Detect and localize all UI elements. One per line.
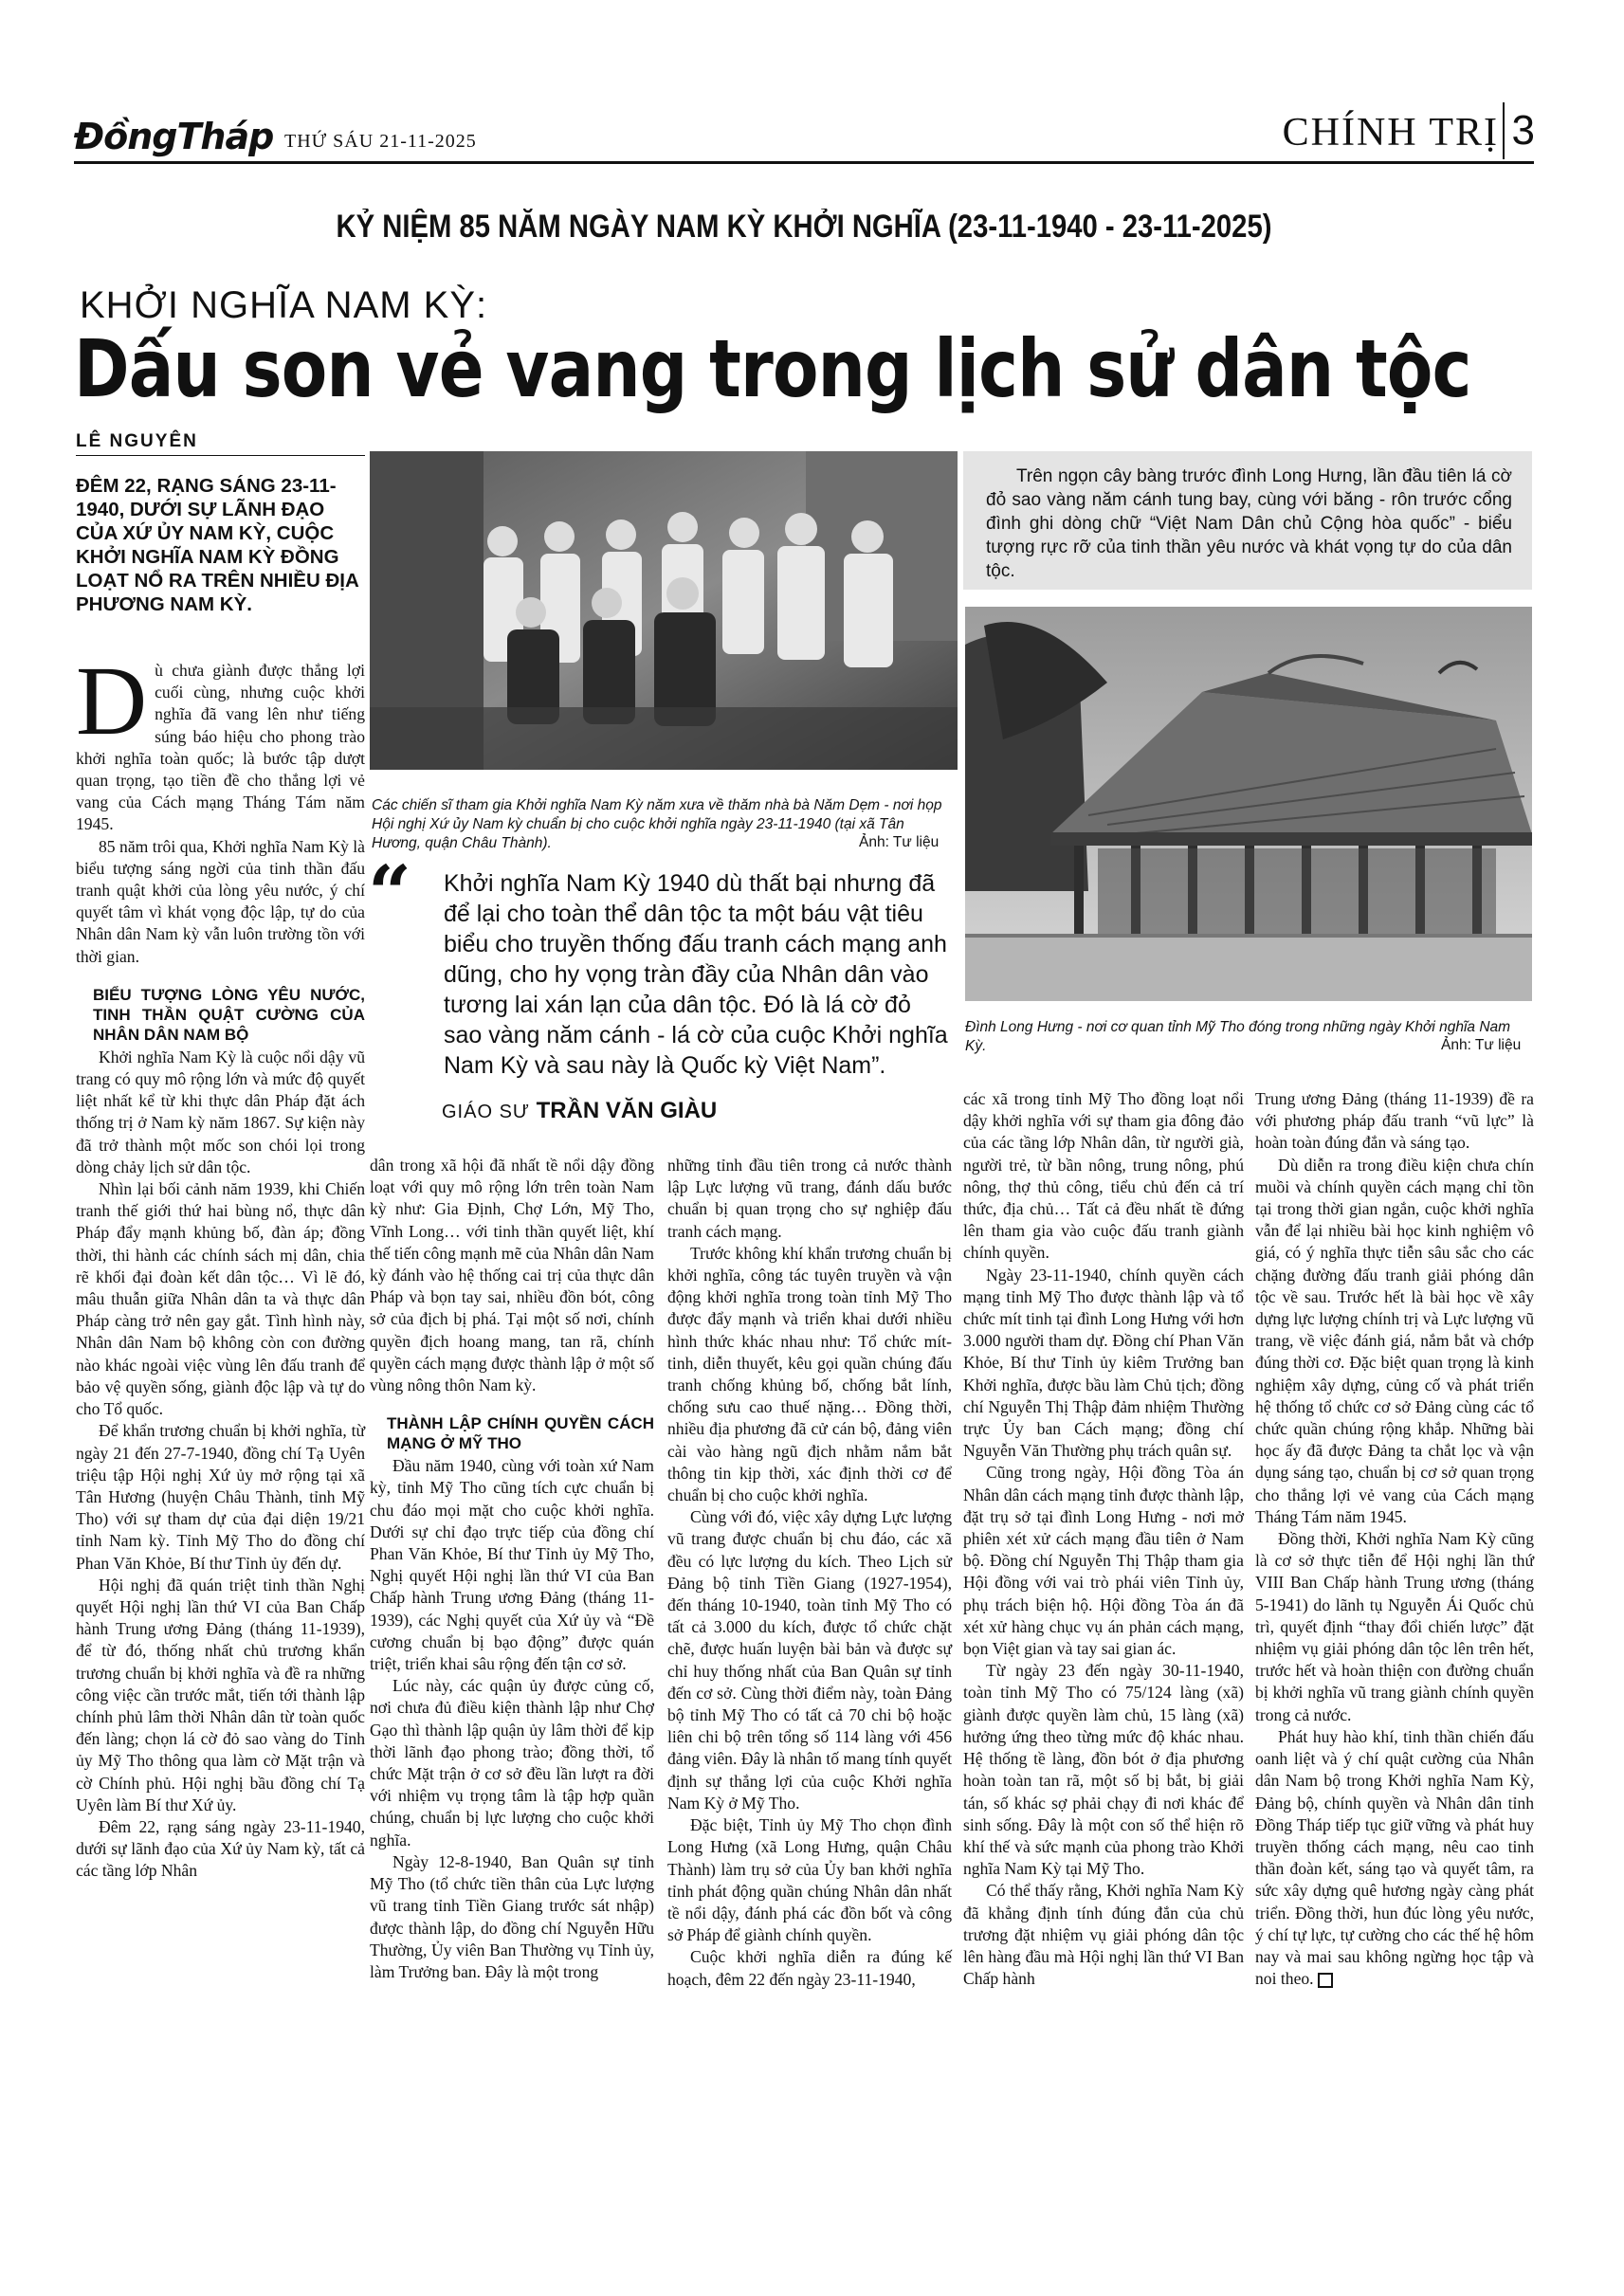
group-photo-credit: Ảnh: Tư liệu: [859, 834, 940, 850]
body-paragraph: Cuộc khởi nghĩa diễn ra đúng kế hoạch, đêm 22 đến ngày 23-11-1940,: [667, 1947, 952, 1989]
body-paragraph: Để khẩn trương chuẩn bị khởi nghĩa, từ ngày 21 đến 27-7-1940, đồng chí Tạ Uyên triệu tập Hội nghị Xứ ủy mở rộng tại xã Tân Hương (huyện Châu Thành, tỉnh Mỹ Tho) với sự tham dự của đại diện 19/21 tỉnh Nam kỳ. Tỉnh Mỹ Tho do đồng chí Phan Văn Khỏe, Bí thư Tỉnh ủy đến dự.: [76, 1421, 365, 1573]
body-paragraph: Trước không khí khẩn trương chuẩn bị khởi nghĩa, công tác tuyên truyền và vận động khởi nghĩa trong toàn tỉnh Mỹ Tho được đẩy mạnh và triển khai dưới nhiều hình thức khác nhau như: Tổ chức mít-tinh, diễn thuyết, kêu gọi quần chúng đấu tranh chống khủng bố, chống bắt lính, chống sưu cao thuế nặng… Đồng thời, nhiều địa phương đã cử cán bộ, đảng viên cài vào hàng ngũ địch nhằm nắm bắt thông tin kịp thời, xác định thời cơ để chuẩn bị cho cuộc khởi nghĩa.: [667, 1243, 952, 1505]
body-paragraph: các xã trong tỉnh Mỹ Tho đồng loạt nổi dậy khởi nghĩa với sự tham gia đông đảo của các tầng lớp Nhân dân, từ người già, người trẻ, từ bần nông, trung nông, phú nông, thợ thủ công, tiểu chủ đến cả trí thức, địa chủ… Tất cả đều nhất tề đứng lên tham gia vào cuộc đấu tranh giành chính quyền.: [963, 1089, 1244, 1263]
body-paragraph: những tỉnh đầu tiên trong cả nước thành lập Lực lượng vũ trang, đánh dấu bước chuẩn bị quan trọng cho sự nghiệp đấu tranh cách mạng.: [667, 1156, 952, 1241]
long-hung-communal-house-photo: [965, 607, 1532, 1001]
body-paragraph: Dù diễn ra trong điều kiện chưa chín muồi và chính quyền cách mạng chỉ tồn tại trong thời gian ngắn, cuộc khởi nghĩa vẫn để lại nhiều bài học kinh nghiệm vô giá, có ý nghĩa thực tiễn sâu sắc cho các chặng đường đấu tranh giải phóng dân tộc về sau. Trước hết là bài học về xây dựng lực lượng chính trị và Lực lượng vũ trang, về việc đánh giá, nắm bắt và chớp đúng thời cơ. Đặc biệt quan trọng là kinh nghiệm xây dựng, củng cố và phát triển hệ thống tổ chức cơ sở Đảng cùng các tổ chức quần chúng rộng khắp. Những bài học ấy đã được Đảng ta chắt lọc và vận dụng sáng tạo, chuẩn bị cơ sở quan trọng cho thắng lợi vẻ vang của Cách mạng Tháng Tám năm 1945.: [1255, 1155, 1534, 1526]
subhead-symbol-of-patriotism: BIỂU TƯỢNG LÒNG YÊU NƯỚC, TINH THẦN QUẬT CƯỜNG CỦA NHÂN DÂN NAM BỘ: [93, 985, 365, 1044]
body-column-3: [667, 1155, 952, 1991]
body-paragraph: Hội nghị đã quán triệt tinh thần Nghị quyết Hội nghị lần thứ VI của Ban Chấp hành Trung ương Đảng (tháng 11-1939), để từ đó, thống nhất chủ trương khẩn trương chuẩn bị khởi nghĩa và đề ra những công việc cần trước mắt, tiến tới thành lập chính phủ lâm thời Nhân dân từ toàn quốc đến làng; chọn lá cờ đỏ sao vàng do Tỉnh ủy Mỹ Tho thông qua làm cờ Mặt trận và cờ Chính phủ. Hội nghị bầu đồng chí Tạ Uyên làm Bí thư Xứ ủy.: [76, 1575, 365, 1814]
group-photo-caption-text: Các chiến sĩ tham gia Khởi nghĩa Nam Kỳ năm xưa về thăm nhà bà Năm Dẹm - nơi họp Hội nghị Xứ ủy Nam kỳ chuẩn bị cho cuộc khởi nghĩa ngày 23-11-1940 (tại xã Tân Hương, quận Châu Thành).: [372, 797, 942, 851]
body-paragraph: Ngày 12-8-1940, Ban Quân sự tỉnh Mỹ Tho (tổ chức tiền thân của Lực lượng vũ trang tỉnh Tiền Giang trước sát nhập) được thành lập, do đồng chí Nguyễn Hữu Thường, Ủy viên Ban Thường vụ Tỉnh ủy, làm Trưởng ban. Đây là một trong: [370, 1851, 654, 1981]
closing-paragraph: [1255, 1726, 1534, 1990]
group-photo-image: [370, 451, 958, 770]
closing-paragraph-text: Phát huy hào khí, tinh thần chiến đấu oanh liệt và ý chí quật cường của Nhân dân Nam bộ trong Khởi nghĩa Nam Kỳ, Đảng bộ, chính quyền và Nhân dân tỉnh Đồng Tháp tiếp tục giữ vững và phát huy truyền thống cách mạng, nêu cao tinh thần đoàn kết, sáng tạo và quyết tâm, ra sức xây dựng quê hương ngày càng phát triển. Đồng thời, hun đúc lòng yêu nước, ý chí tự lực, tự cường cho các thế hệ hôm nay và mai sau không ngừng học tập và noi theo.: [1255, 1726, 1534, 1989]
author-byline: LÊ NGUYÊN: [76, 431, 198, 451]
highlight-box-text: Trên ngọn cây bàng trước đình Long Hưng, lần đầu tiên lá cờ đỏ sao vàng năm cánh tung bay, cùng với băng - rôn trước cổng đình ghi dòng chữ “Việt Nam Dân chủ Cộng hòa quốc” - biểu tượng rực rỡ của tinh thần yêu nước và khát vọng tự do của dân tộc.: [986, 466, 1512, 581]
masthead-rule: [74, 161, 1534, 164]
body-column-1: [76, 647, 365, 1883]
communal-house-credit: Ảnh: Tư liệu: [1441, 1037, 1522, 1053]
body-paragraph: Cũng trong ngày, Hội đồng Tòa án Nhân dân cách mạng tỉnh được thành lập, đặt trụ sở tại đình Long Hưng - nơi mở phiên xét xử cách mạng đầu tiên ở Nam bộ. Đồng chí Nguyễn Thị Thập tham gia Hội đồng với vai trò phái viên Tỉnh ủy, phụ trách biện hộ. Hội đồng Tòa án đã xét xử hàng chục vụ án phản cách mạng, bọn Việt gian và tay sai gian ác.: [963, 1463, 1244, 1659]
subhead-revolutionary-government: THÀNH LẬP CHÍNH QUYỀN CÁCH MẠNG Ở MỸ THO: [387, 1414, 654, 1453]
body-column-4: [963, 1088, 1244, 1990]
pull-quote-author: [442, 1098, 717, 1124]
page-number: 3: [1503, 102, 1542, 159]
body-paragraph: Khởi nghĩa Nam Kỳ là cuộc nổi dậy vũ trang có quy mô rộng lớn và mức độ quyết liệt nhất kể từ khi thực dân Pháp đặt ách thống trị ở Nam kỳ năm 1867. Sự kiện này đã trở thành một mốc son chói lọi trong dòng chảy lịch sử dân tộc.: [76, 1047, 365, 1176]
body-paragraph: Có thể thấy rằng, Khởi nghĩa Nam Kỳ đã khẳng định tính đúng đắn của chủ trương đặt nhiệm vụ giải phóng dân tộc lên hàng đầu mà Hội nghị lần thứ VI Ban Chấp hành: [963, 1881, 1244, 1989]
body-column-2: [370, 1155, 654, 1983]
article-headline: Dấu son vẻ vang trong lịch sử dân tộc: [74, 322, 1471, 415]
body-paragraph: Trung ương Đảng (tháng 11-1939) đề ra với phương pháp đấu tranh “vũ lực” là hoàn toàn đúng đắn và sáng tạo.: [1255, 1089, 1534, 1153]
issue-date: THỨ SÁU 21-11-2025: [284, 131, 477, 152]
section-title: CHÍNH TRỊ: [1282, 111, 1499, 155]
body-paragraph: Đêm 22, rạng sáng ngày 23-11-1940, dưới sự lãnh đạo của Xứ ủy Nam kỳ, tất cả các tầng lớp Nhân: [76, 1816, 365, 1881]
newspaper-logo: ĐồngTháp: [74, 116, 274, 157]
article-lead: ĐÊM 22, RẠNG SÁNG 23-11-1940, DƯỚI SỰ LÃNH ĐẠO CỦA XỨ ỦY NAM KỲ, CUỘC KHỞI NGHĨA NAM KỲ ĐỒNG LOẠT NỔ RA TRÊN NHIỀU ĐỊA PHƯƠNG NAM KỲ.: [76, 475, 359, 615]
body-paragraph: Đồng thời, Khởi nghĩa Nam Kỳ cũng là cơ sở thực tiễn để Hội nghị lần thứ VIII Ban Chấp hành Trung ương (tháng 5-1941) do lãnh tụ Nguyễn Ái Quốc chủ trì, quyết định “thay đổi chiến lược” đặt nhiệm vụ giải phóng dân tộc lên trên hết, trước hết và hoàn thiện con đường chuẩn bị khởi nghĩa vũ trang giành chính quyền trong cả nước.: [1255, 1529, 1534, 1724]
body-column-5: [1255, 1088, 1534, 1990]
body-paragraph: Từ ngày 23 đến ngày 30-11-1940, toàn tỉnh Mỹ Tho có 75/124 làng (xã) giành được quyền làm chủ, 15 làng (xã) hưởng ứng theo từng mức độ khác nhau. Hệ thống tề làng, đồn bót ở địa phương hoàn toàn tan rã, một số bị bắt, bị giải tán, số khác sợ phải chạy đi nơi khác để sinh sống. Đây là một con số thể hiện rõ khí thế và sức mạnh của phong trào Khởi nghĩa Nam Kỳ tại Mỹ Tho.: [963, 1661, 1244, 1879]
intro-paragraph-2: 85 năm trôi qua, Khởi nghĩa Nam Kỳ là biểu tượng sáng ngời của tinh thần đấu tranh quật khởi của lòng yêu nước, ý chí quyết tâm vì khát vọng độc lập, tự do của Nhân dân Nam kỳ vẫn luôn trường tồn với thời gian.: [76, 836, 365, 966]
body-paragraph: Lúc này, các quận ủy được củng cố, nơi chưa đủ điều kiện thành lập như Chợ Gạo thì thành lập quận ủy lâm thời để kịp thời lãnh đạo phong trào; đồng thời, tổ chức Mặt trận ở cơ sở đều lần lượt ra đời với nhiệm vụ trọng tâm là tập hợp quần chúng, chuẩn bị lực lượng cho cuộc khởi nghĩa.: [370, 1676, 654, 1850]
body-paragraph: Ngày 23-11-1940, chính quyền cách mạng tỉnh Mỹ Tho được thành lập và tổ chức mít tinh tại đình Long Hưng với hơn 3.000 người tham dự. Đồng chí Phan Văn Khỏe, Bí thư Tỉnh ủy kiêm Trưởng ban Khởi nghĩa, được bầu làm Chủ tịch; đồng chí Nguyễn Thị Thập đảm nhiệm Thường trực Ủy ban Cách mạng; đồng chí Nguyễn Văn Thường phụ trách quân sự.: [963, 1265, 1244, 1461]
article-supertitle: KHỞI NGHĨA NAM KỲ:: [80, 284, 488, 326]
end-mark-icon: [1318, 1973, 1333, 1988]
intro-paragraph-1: [76, 647, 365, 836]
body-paragraph: Đặc biệt, Tỉnh ủy Mỹ Tho chọn đình Long Hưng (xã Long Hưng, quận Châu Thành) làm trụ sở của Ủy ban khởi nghĩa tỉnh phát động quần chúng Nhân dân nhất tề nổi dậy, đánh phá các đồn bốt và công sở Pháp để giành chính quyền.: [667, 1815, 952, 1945]
drop-cap: D: [76, 647, 148, 756]
pull-quote-text: Khởi nghĩa Nam Kỳ 1940 dù thất bại nhưng đã để lại cho toàn thể dân tộc ta một báu vật tiêu biểu cho truyền thống đấu tranh cách mạng anh dũng, cho hy vọng tràn đầy của Nhân dân vào tương lai xán lạn của dân tộc. Đó là lá cờ đỏ sao vàng năm cánh - lá cờ của cuộc Khởi nghĩa Nam Kỳ và sau này là Quốc kỳ Việt Nam”.: [444, 870, 948, 1079]
body-paragraph: Nhìn lại bối cảnh năm 1939, khi Chiến tranh thế giới thứ hai bùng nổ, thực dân Pháp đẩy mạnh khủng bố, đàn áp; đồng thời, thi hành các chính sách mị dân, chia rẽ khối đại đoàn kết dân tộc… Vì lẽ đó, mâu thuẫn giữa Nhân dân ta và thực dân Pháp càng trở nên gay gắt. Tình hình này, Nhân dân Nam bộ không còn con đường nào khác ngoài việc vùng lên đấu tranh để bảo vệ quyền sống, giành độc lập và tự do cho Tổ quốc.: [76, 1179, 365, 1419]
quote-mark-icon: “: [368, 848, 412, 938]
body-paragraph: dân trong xã hội đã nhất tề nổi dậy đồng loạt với quy mô rộng lớn trên toàn Nam kỳ như: Gia Định, Chợ Lớn, Mỹ Tho, Vĩnh Long… với tinh thần quyết liệt, khí thế tiến công mạnh mẽ của Nhân dân Nam kỳ đánh vào hệ thống cai trị của thực dân Pháp và bọn tay sai, nhiều đồn bót, công sở của địch bị phá. Tại một số nơi, chính quyền địch hoang mang, tan rã, chính quyền cách mạng được thành lập ở một số vùng nông thôn Nam kỳ.: [370, 1156, 654, 1395]
quote-author-title: GIÁO SƯ: [442, 1102, 530, 1122]
communal-house-caption-text: Đình Long Hưng - nơi cơ quan tỉnh Mỹ Tho đóng trong những ngày Khởi nghĩa Nam Kỳ.: [965, 1019, 1511, 1054]
anniversary-kicker: KỶ NIỆM 85 NĂM NGÀY NAM KỲ KHỞI NGHĨA (23-11-1940 - 23-11-2025): [336, 209, 1272, 245]
body-paragraph: Cùng với đó, việc xây dựng Lực lượng vũ trang được chuẩn bị chu đáo, các xã đều có lực lượng du kích. Theo Lịch sử Đảng bộ tỉnh Tiền Giang (1927-1954), đến tháng 10-1940, toàn tỉnh Mỹ Tho có tất cả 3.000 du kích, được tổ chức chặt chẽ, được huấn luyện bài bản và được sự chỉ huy thống nhất của Ban Quân sự tỉnh đến cơ sở. Cùng thời điểm này, toàn Đảng bộ tỉnh Mỹ Tho có tất cả 70 chi bộ hoặc liên chi bộ trên tổng số 114 làng với 456 đảng viên. Đây là nhân tố mang tính quyết định sự thắng lợi của cuộc Khởi nghĩa Nam Kỳ ở Mỹ Tho.: [667, 1507, 952, 1813]
body-paragraph: Đầu năm 1940, cùng với toàn xứ Nam kỳ, tỉnh Mỹ Tho cũng tích cực chuẩn bị chu đáo mọi mặt cho cuộc khởi nghĩa. Dưới sự chỉ đạo trực tiếp của đồng chí Phan Văn Khỏe, Bí thư Tỉnh ủy Mỹ Tho, Nghị quyết Hội nghị lần thứ VI của Ban Chấp hành Trung ương Đảng (tháng 11-1939), các Nghị quyết của Xứ ủy và “Đề cương chuẩn bị bạo động” được quán triệt, triển khai sâu rộng đến tận cơ sở.: [370, 1456, 654, 1674]
quote-author-name: TRẦN VĂN GIÀU: [536, 1098, 718, 1123]
byline-divider: [76, 455, 365, 456]
veterans-group-photo: [370, 451, 958, 770]
intro-paragraph-1-text: ù chưa giành được thắng lợi cuối cùng, nhưng cuộc khởi nghĩa đã vang lên như tiếng súng báo hiệu cho phong trào khởi nghĩa toàn quốc; là bước tập dượt quan trọng, tạo tiền đề cho thắng lợi vẻ vang của Cách mạng Tháng Tám năm 1945.: [76, 661, 365, 834]
communal-house-image: [965, 607, 1532, 1001]
